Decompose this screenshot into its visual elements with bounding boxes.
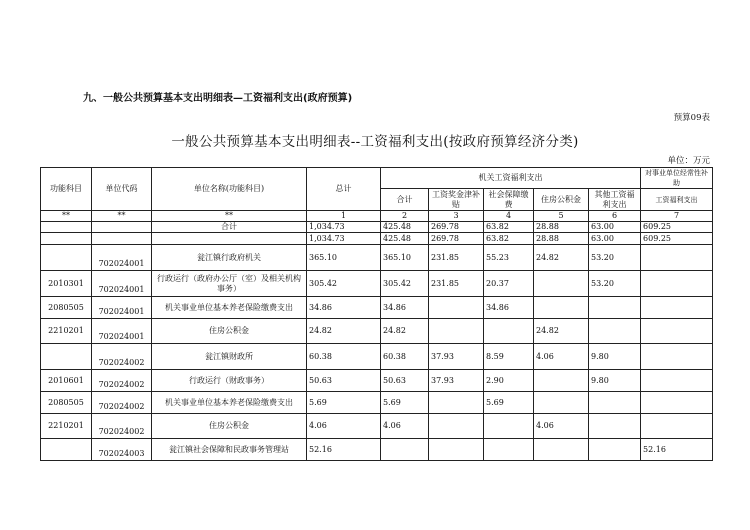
header-gov-group: 机关工资福利支出 — [381, 168, 641, 189]
gov-total-cell — [381, 439, 429, 461]
housing-fund-cell — [534, 271, 589, 297]
total-cell: 4.06 — [307, 414, 381, 439]
index-cell: 1 — [307, 211, 381, 222]
other-welfare-cell — [589, 319, 641, 344]
unit-code-cell: 702024001 — [92, 297, 152, 319]
table-row — [41, 297, 713, 319]
other-welfare-cell: 53.20 — [589, 245, 641, 271]
unit-code-cell — [92, 222, 152, 233]
table-row — [41, 222, 713, 233]
gov-total-cell: 5.69 — [381, 392, 429, 414]
unit-code-cell: 702024002 — [92, 392, 152, 414]
wages-cell — [429, 319, 484, 344]
gov-total-cell: 425.48 — [381, 222, 429, 233]
wages-cell — [429, 297, 484, 319]
wages-cell — [429, 439, 484, 461]
table-row — [41, 414, 713, 439]
gov-total-cell: 425.48 — [381, 233, 429, 245]
gov-total-cell: 34.86 — [381, 297, 429, 319]
wages-cell: 231.85 — [429, 245, 484, 271]
unit-code-cell: 702024001 — [92, 245, 152, 271]
social-security-cell: 8.59 — [484, 344, 534, 370]
public-institution-cell — [641, 245, 713, 271]
public-institution-cell — [641, 414, 713, 439]
func-code-cell — [41, 222, 92, 233]
header-sub-total: 合计 — [381, 189, 429, 211]
public-institution-cell — [641, 319, 713, 344]
social-security-cell: 63.82 — [484, 222, 534, 233]
social-security-cell: 20.37 — [484, 271, 534, 297]
wages-cell: 269.78 — [429, 233, 484, 245]
table-row — [41, 233, 713, 245]
social-security-cell — [484, 319, 534, 344]
index-cell: 6 — [589, 211, 641, 222]
unit-name-cell: 行政运行（财政事务） — [152, 370, 307, 392]
wages-cell: 269.78 — [429, 222, 484, 233]
total-cell: 52.16 — [307, 439, 381, 461]
other-welfare-cell: 9.80 — [589, 370, 641, 392]
housing-fund-cell — [534, 392, 589, 414]
public-institution-cell — [641, 297, 713, 319]
total-cell: 60.38 — [307, 344, 381, 370]
other-welfare-cell — [589, 439, 641, 461]
social-security-cell — [484, 439, 534, 461]
unit-name-cell: 合计 — [152, 222, 307, 233]
wages-cell: 231.85 — [429, 271, 484, 297]
index-cell: 5 — [534, 211, 589, 222]
func-code-cell: 2210201 — [41, 319, 92, 344]
other-welfare-cell — [589, 392, 641, 414]
func-code-cell — [41, 439, 92, 461]
gov-total-cell: 365.10 — [381, 245, 429, 271]
table-row — [41, 439, 713, 461]
table-row — [41, 370, 713, 392]
wages-cell: 37.93 — [429, 344, 484, 370]
func-code-cell — [41, 344, 92, 370]
unit-code-cell: 702024001 — [92, 271, 152, 297]
header-pi-group: 对事业单位经常性补助 — [641, 168, 713, 189]
social-security-cell: 5.69 — [484, 392, 534, 414]
index-cell: ** — [41, 211, 92, 222]
unit-name-cell: 机关事业单位基本养老保险缴费支出 — [152, 297, 307, 319]
unit-name-cell: 瓮江镇社会保障和民政事务管理站 — [152, 439, 307, 461]
housing-fund-cell: 24.82 — [534, 319, 589, 344]
header-sub-other: 其他工资福利支出 — [589, 189, 641, 211]
social-security-cell: 2.90 — [484, 370, 534, 392]
public-institution-cell — [641, 271, 713, 297]
header-sub-housing: 住房公积金 — [534, 189, 589, 211]
housing-fund-cell — [534, 370, 589, 392]
public-institution-cell: 609.25 — [641, 222, 713, 233]
section-title: 九、一般公共预算基本支出明细表—工资福利支出(政府预算) — [83, 93, 353, 104]
housing-fund-cell: 28.88 — [534, 222, 589, 233]
housing-fund-cell: 4.06 — [534, 414, 589, 439]
housing-fund-cell — [534, 297, 589, 319]
header-func: 功能科目 — [41, 168, 92, 211]
social-security-cell: 63.82 — [484, 233, 534, 245]
unit-code-cell: 702024002 — [92, 344, 152, 370]
unit-name-cell: 瓮江镇财政所 — [152, 344, 307, 370]
total-cell: 305.42 — [307, 271, 381, 297]
housing-fund-cell: 28.88 — [534, 233, 589, 245]
func-code-cell: 2080505 — [41, 392, 92, 414]
social-security-cell: 34.86 — [484, 297, 534, 319]
unit-name-cell: 住房公积金 — [152, 319, 307, 344]
total-cell: 1,034.73 — [307, 233, 381, 245]
header-sub-wages: 工资奖金津补贴 — [429, 189, 484, 211]
unit-code-cell — [92, 233, 152, 245]
public-institution-cell: 52.16 — [641, 439, 713, 461]
table-row — [41, 245, 713, 271]
unit-name-cell: 瓮江镇行政府机关 — [152, 245, 307, 271]
total-cell: 50.63 — [307, 370, 381, 392]
gov-total-cell: 4.06 — [381, 414, 429, 439]
gov-total-cell: 60.38 — [381, 344, 429, 370]
table-header — [41, 168, 713, 222]
header-sub-pi: 工资福利支出 — [641, 189, 713, 211]
public-institution-cell: 609.25 — [641, 233, 713, 245]
total-cell: 34.86 — [307, 297, 381, 319]
header-unit-name: 单位名称(功能科目) — [152, 168, 307, 211]
unit-name-cell: 行政运行（政府办公厅（室）及相关机构事务） — [152, 271, 307, 297]
wages-cell: 37.93 — [429, 370, 484, 392]
func-code-cell: 2010301 — [41, 271, 92, 297]
index-cell: 7 — [641, 211, 713, 222]
gov-total-cell: 50.63 — [381, 370, 429, 392]
housing-fund-cell: 24.82 — [534, 245, 589, 271]
total-cell: 365.10 — [307, 245, 381, 271]
table-body — [41, 222, 713, 461]
social-security-cell: 55.23 — [484, 245, 534, 271]
other-welfare-cell: 53.20 — [589, 271, 641, 297]
total-cell: 24.82 — [307, 319, 381, 344]
index-cell: 4 — [484, 211, 534, 222]
other-welfare-cell: 63.00 — [589, 233, 641, 245]
public-institution-cell — [641, 392, 713, 414]
func-code-cell — [41, 245, 92, 271]
index-cell: ** — [152, 211, 307, 222]
index-cell: 3 — [429, 211, 484, 222]
header-total: 总计 — [307, 168, 381, 211]
index-cell: ** — [92, 211, 152, 222]
table-row — [41, 319, 713, 344]
other-welfare-cell — [589, 297, 641, 319]
unit-code-cell: 702024001 — [92, 319, 152, 344]
table-number: 预算09表 — [673, 113, 710, 123]
gov-total-cell: 24.82 — [381, 319, 429, 344]
housing-fund-cell: 4.06 — [534, 344, 589, 370]
social-security-cell — [484, 414, 534, 439]
unit-name-cell — [152, 233, 307, 245]
unit-label: 单位：万元 — [667, 156, 710, 166]
unit-code-cell: 702024003 — [92, 439, 152, 461]
public-institution-cell — [641, 370, 713, 392]
unit-name-cell: 住房公积金 — [152, 414, 307, 439]
table-row — [41, 271, 713, 297]
page-title: 一般公共预算基本支出明细表--工资福利支出(按政府预算经济分类) — [171, 134, 579, 150]
header-unit-code: 单位代码 — [92, 168, 152, 211]
other-welfare-cell: 9.80 — [589, 344, 641, 370]
total-cell: 5.69 — [307, 392, 381, 414]
table-row — [41, 344, 713, 370]
housing-fund-cell — [534, 439, 589, 461]
header-sub-social: 社会保障缴费 — [484, 189, 534, 211]
wages-cell — [429, 392, 484, 414]
gov-total-cell: 305.42 — [381, 271, 429, 297]
index-row — [41, 211, 713, 222]
unit-code-cell: 702024002 — [92, 370, 152, 392]
index-cell: 2 — [381, 211, 429, 222]
unit-code-cell: 702024002 — [92, 414, 152, 439]
unit-name-cell: 机关事业单位基本养老保险缴费支出 — [152, 392, 307, 414]
func-code-cell: 2080505 — [41, 297, 92, 319]
budget-table — [40, 167, 713, 461]
public-institution-cell — [641, 344, 713, 370]
func-code-cell: 2210201 — [41, 414, 92, 439]
wages-cell — [429, 414, 484, 439]
other-welfare-cell — [589, 414, 641, 439]
func-code-cell: 2010601 — [41, 370, 92, 392]
other-welfare-cell: 63.00 — [589, 222, 641, 233]
table-row — [41, 392, 713, 414]
func-code-cell — [41, 233, 92, 245]
total-cell: 1,034.73 — [307, 222, 381, 233]
